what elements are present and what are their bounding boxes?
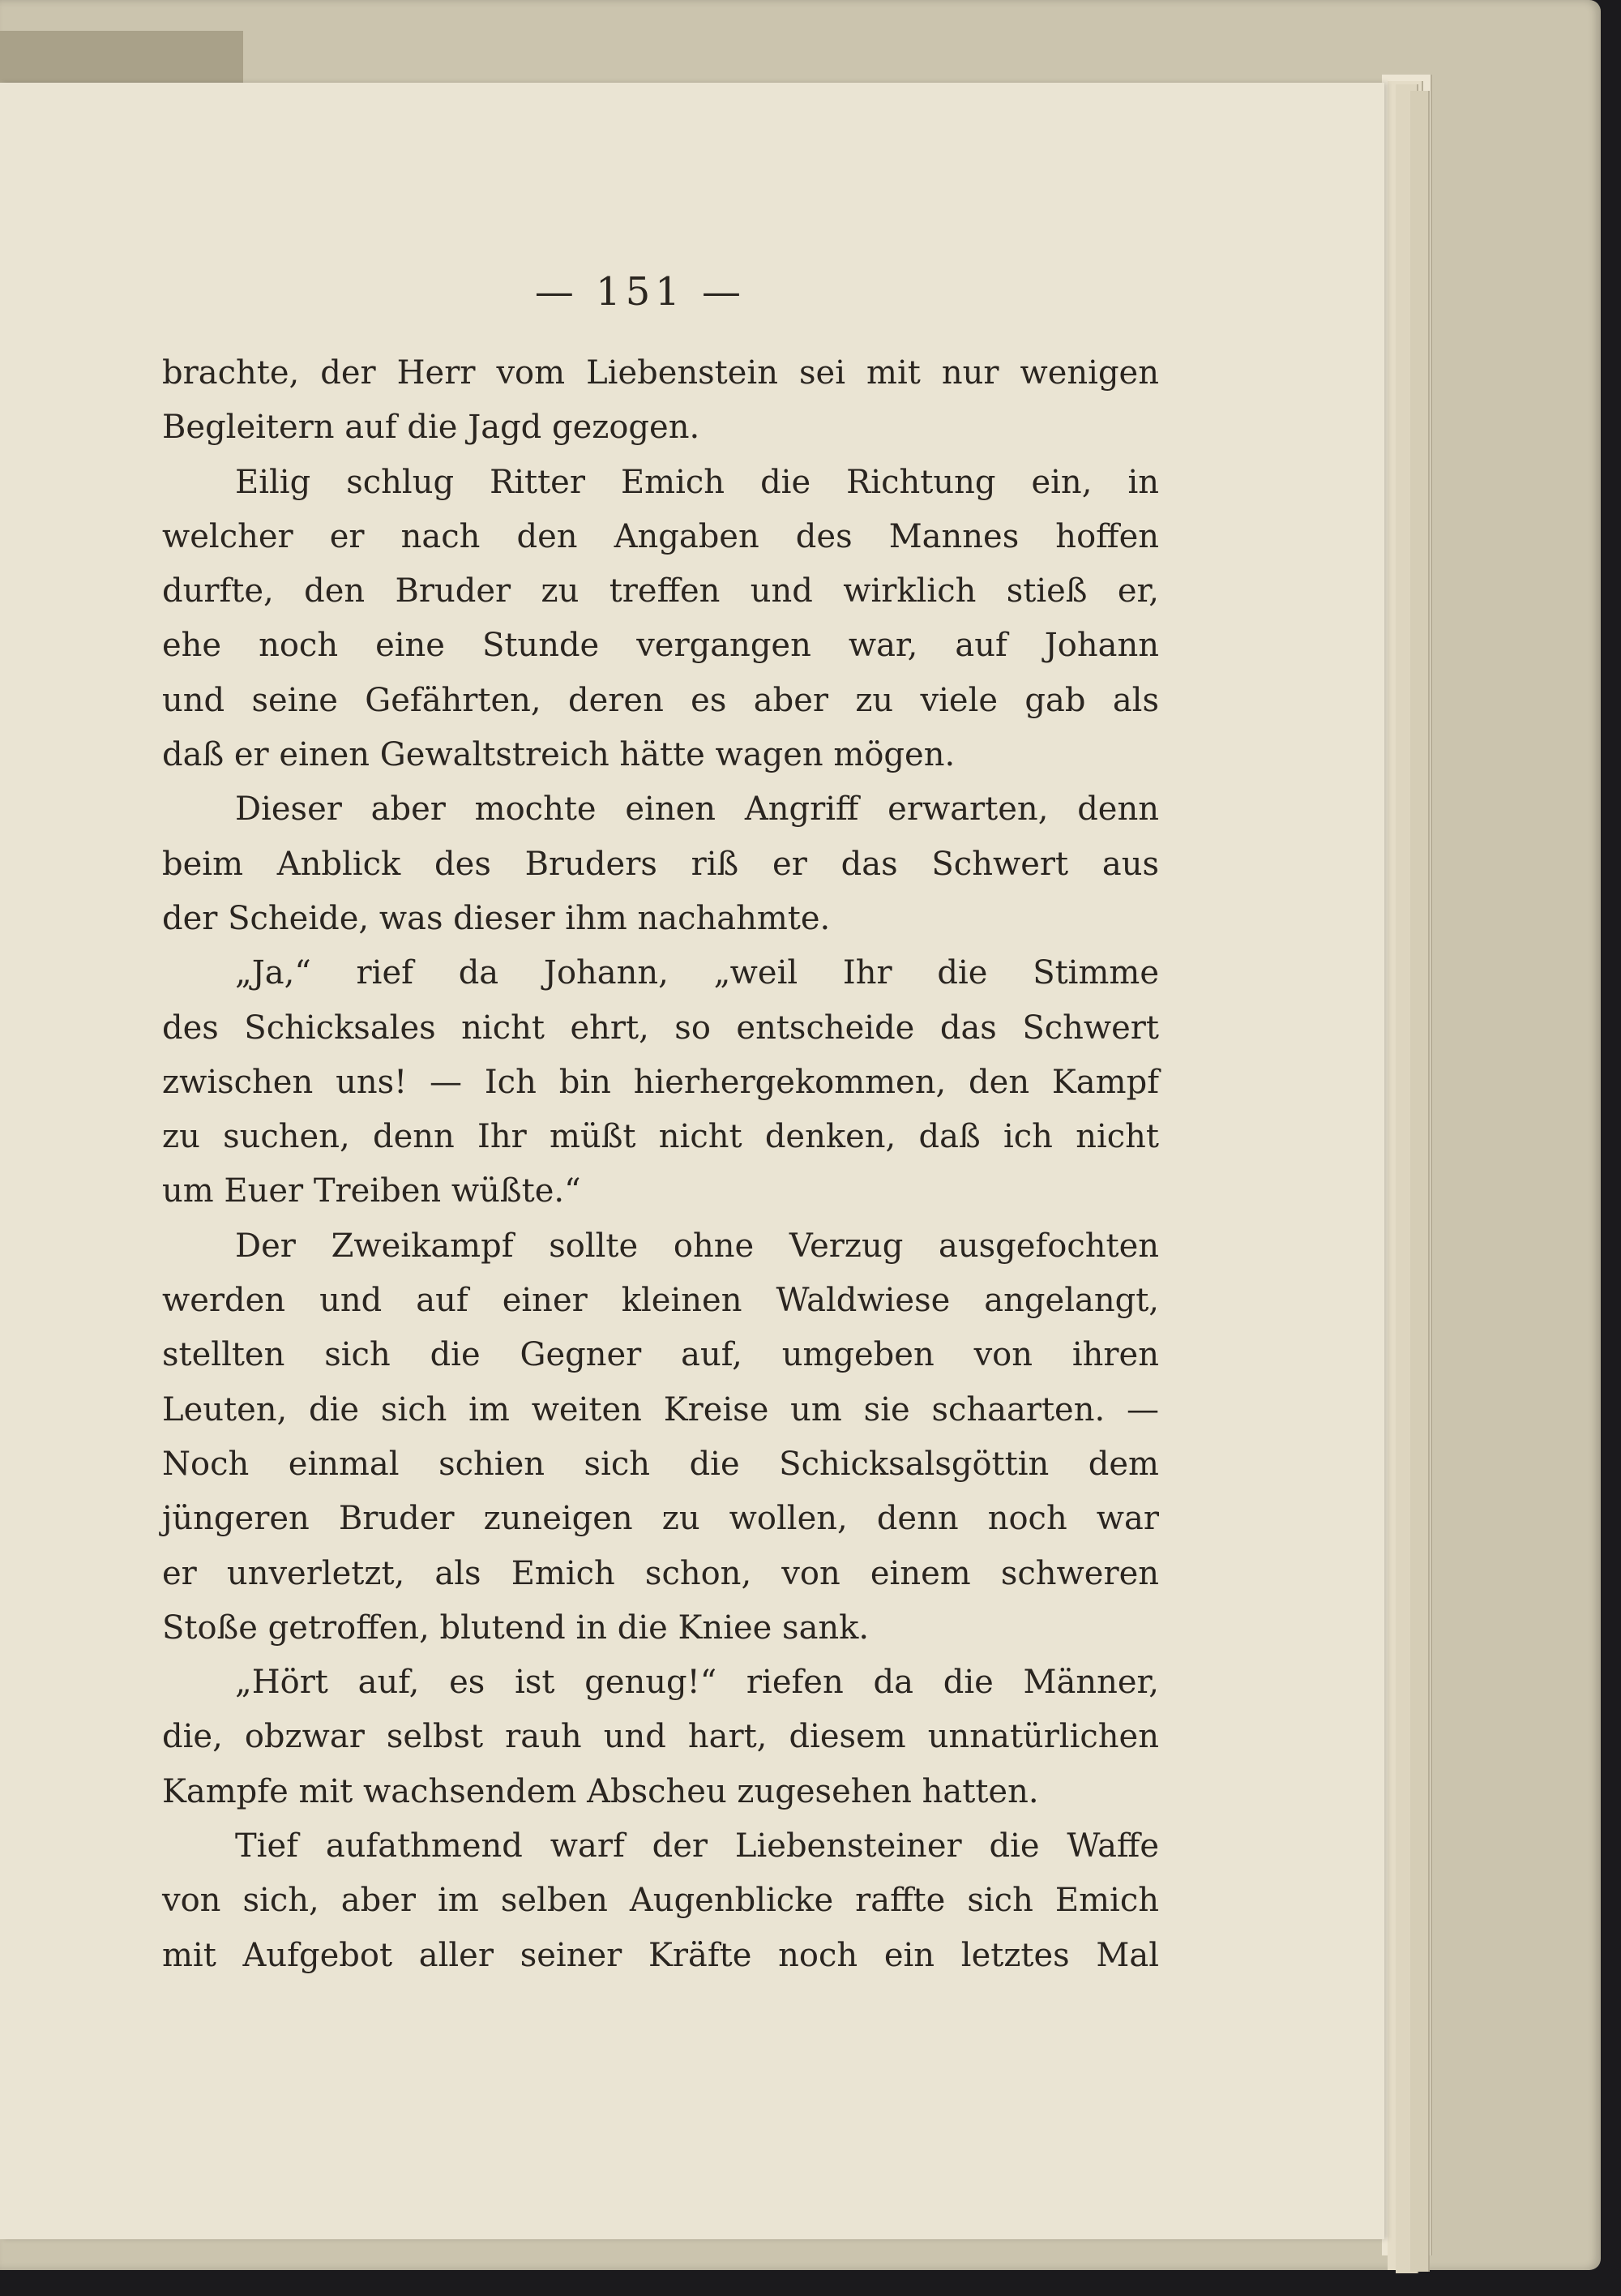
page-edges [1410, 91, 1430, 2272]
text-line: die, obzwar selbst rauh und hart, diesem unnatürlichen [162, 1718, 1159, 1756]
page-number: — 151 — [534, 269, 746, 315]
text-line: von sich, aber im selben Augenblicke raffte sich Emich [162, 1882, 1159, 1920]
text-line: Stoße getroffen, blutend in die Kniee sank. [162, 1608, 870, 1647]
text-line: der Scheide, was dieser ihm nachahmte. [162, 899, 831, 937]
text-line: „Ja,“ rief da Johann, „weil Ihr die Stimme [235, 954, 1159, 992]
book-page [0, 83, 1384, 2239]
text-line: jüngeren Bruder zuneigen zu wollen, denn noch war [162, 1500, 1159, 1538]
text-line: beim Anblick des Bruders riß er das Schwert aus [162, 845, 1159, 883]
text-line: Noch einmal schien sich die Schicksalsgöttin dem [162, 1445, 1159, 1483]
text-line: er unverletzt, als Emich schon, von einem schweren [162, 1554, 1159, 1592]
text-line: zwischen uns! — Ich bin hierhergekommen, den Kampf [162, 1063, 1159, 1101]
text-line: welcher er nach den Angaben des Mannes hoffen [162, 517, 1159, 555]
text-line: um Euer Treiben wüßte.“ [162, 1172, 581, 1210]
text-line: Dieser aber mochte einen Angriff erwarten, denn [235, 790, 1159, 829]
body-text [162, 346, 1159, 1983]
text-line: durfte, den Bruder zu treffen und wirklich stieß er, [162, 572, 1159, 610]
text-line: ehe noch eine Stunde vergangen war, auf Johann [162, 627, 1159, 665]
text-line: und seine Gefährten, deren es aber zu viele gab als [162, 681, 1159, 719]
text-line: werden und auf einer kleinen Waldwiese angelangt, [162, 1282, 1159, 1320]
text-line: „Hört auf, es ist genug!“ riefen da die Männer, [235, 1664, 1159, 1702]
text-line: zu suchen, denn Ihr müßt nicht denken, daß ich nicht [162, 1118, 1159, 1156]
text-line: Kampfe mit wachsendem Abscheu zugesehen hatten. [162, 1772, 1039, 1810]
text-line: des Schicksales nicht ehrt, so entscheide das Schwert [162, 1009, 1159, 1047]
text-line: Eilig schlug Ritter Emich die Richtung ein, in [235, 463, 1159, 501]
text-line: Der Zweikampf sollte ohne Verzug ausgefochten [235, 1227, 1159, 1265]
text-line: daß er einen Gewaltstreich hätte wagen mögen. [162, 736, 956, 774]
text-line: stellten sich die Gegner auf, umgeben von ihren [162, 1336, 1159, 1374]
text-line: Tief aufathmend warf der Liebensteiner die Waffe [235, 1827, 1159, 1866]
text-line: Leuten, die sich im weiten Kreise um sie schaarten. — [162, 1390, 1159, 1429]
text-line: brachte, der Herr vom Liebenstein sei mit nur wenigen [162, 354, 1159, 392]
text-line: Begleitern auf die Jagd gezogen. [162, 409, 700, 447]
text-line: mit Aufgebot aller seiner Kräfte noch ein letztes Mal [162, 1936, 1159, 1974]
